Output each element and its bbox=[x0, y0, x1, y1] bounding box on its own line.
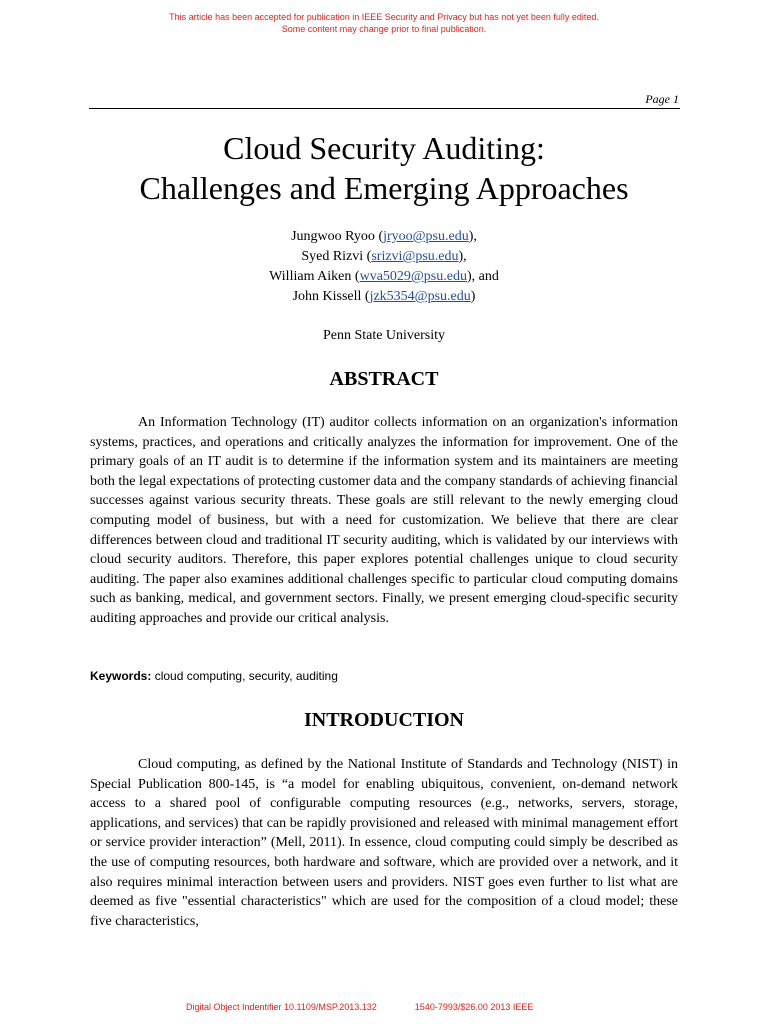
title-line-2: Challenges and Emerging Approaches bbox=[139, 170, 629, 206]
author-suffix: ), and bbox=[466, 269, 499, 284]
author-email-link[interactable]: jryoo@psu.edu bbox=[383, 229, 469, 244]
publication-notice bbox=[0, 11, 768, 35]
introduction-heading: INTRODUCTION bbox=[303, 709, 465, 731]
author-email-link[interactable]: wva5029@psu.edu bbox=[359, 269, 467, 284]
keywords-value: cloud computing, security, auditing bbox=[151, 669, 338, 683]
title-line-1: Cloud Security Auditing: bbox=[223, 130, 545, 166]
author-email-link[interactable]: jzk5354@psu.edu bbox=[369, 289, 471, 304]
page-number: Page 1 bbox=[645, 92, 679, 106]
page-footer bbox=[186, 1001, 533, 1013]
author-suffix: ) bbox=[470, 289, 476, 304]
notice-line-1: This article has been accepted for publication in IEEE Security and Privacy but has not yet been fully edited. bbox=[169, 12, 599, 22]
introduction-text: Cloud computing, as defined by the National Institute of Standards and Technology (NIST) in Special Publication 800-145, is “a model for enabling ubiquitous, convenient, on-demand network access to a shared pool of configurable computing resources (e.g., networks, servers, storage, applications, and services) that can be rapidly provisioned and released with minimal management effort or service provider interaction” (Mell, 2011). In essence, cloud computing could simply be described as the use of computing resources, both hardware and software, which are provided over a network, and it also requires minimal interaction between users and providers. NIST goes even further to list what are deemed as five "essential characteristics" which are used for the composition of a cloud model; these five characteristics, bbox=[90, 757, 678, 929]
author-name: William Aiken bbox=[269, 269, 352, 284]
author-name: Jungwoo Ryoo bbox=[291, 229, 375, 244]
author-line: William Aiken (wva5029@psu.edu), and bbox=[269, 269, 499, 284]
abstract-text: An Information Technology (IT) auditor collects information on an organization's information systems, practices, and operations and critically analyzes the information for improvement. One of the primary goals of an IT audit is to determine if the information system and its maintainers are meeting both the legal expectations of protecting customer data and the company standards of achieving financial successes against various security threats. These goals are still relevant to the newly emerging cloud computing model of business, but with a need for customization. We believe that there are clear differences between cloud and traditional IT security auditing, which is validated by our interviews with cloud security auditors. Therefore, this paper explores potential challenges unique to cloud security auditing. The paper also examines additional challenges specific to particular cloud computing domains such as banking, medical, and government sectors. Finally, we present emerging cloud-specific security auditing approaches and provide our critical analysis. bbox=[90, 415, 678, 626]
author-suffix: ), bbox=[458, 249, 467, 264]
header-rule bbox=[89, 108, 680, 109]
author-suffix: ), bbox=[468, 229, 477, 244]
footer-doi: Digital Object Indentifier 10.1109/MSP.2013.132 bbox=[186, 1002, 377, 1012]
author-line: John Kissell (jzk5354@psu.edu) bbox=[292, 289, 476, 304]
keywords bbox=[90, 668, 338, 684]
author-email-link[interactable]: srizvi@psu.edu bbox=[371, 249, 459, 264]
author-list bbox=[0, 227, 768, 307]
notice-line-2: Some content may change prior to final publication. bbox=[281, 24, 487, 34]
keywords-label: Keywords: bbox=[90, 669, 152, 683]
author-line: Syed Rizvi (srizvi@psu.edu), bbox=[301, 249, 467, 264]
abstract-heading: ABSTRACT bbox=[329, 368, 439, 390]
footer-price: 1540-7993/$26.00 2013 IEEE bbox=[414, 1002, 534, 1012]
author-name: Syed Rizvi bbox=[301, 249, 364, 264]
author-name: John Kissell bbox=[292, 289, 362, 304]
paper-title bbox=[0, 128, 768, 208]
author-line: Jungwoo Ryoo (jryoo@psu.edu), bbox=[291, 229, 477, 244]
affiliation: Penn State University bbox=[322, 328, 446, 343]
